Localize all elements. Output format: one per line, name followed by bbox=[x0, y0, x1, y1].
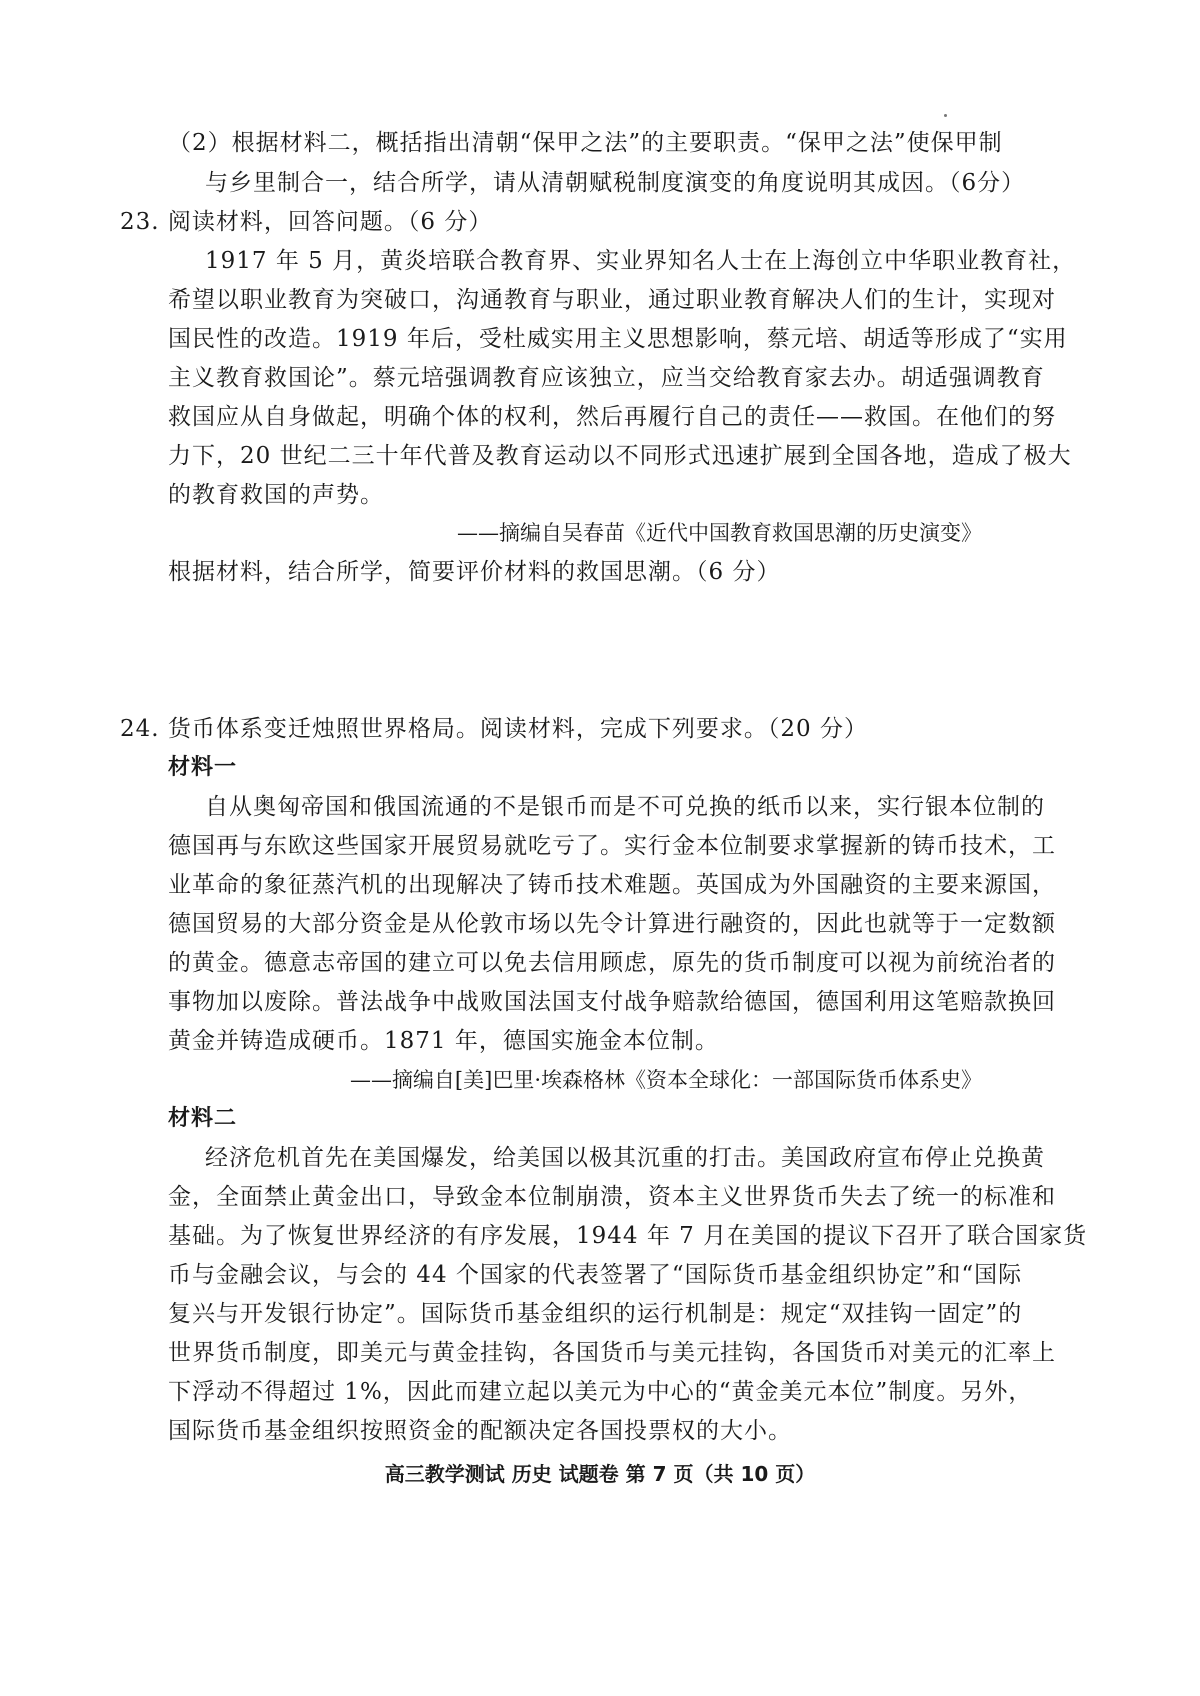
q24-material2-line: 下浮动不得超过 1%，因此而建立起以美元为中心的“黄金美元本位”制度。另外， bbox=[168, 1379, 1033, 1405]
q24-material2-line: 币与金融会议，与会的 44 个国家的代表签署了“国际货币基金组织协定”和“国际 bbox=[168, 1262, 1023, 1288]
q23-material-line: 主义教育救国论”。蔡元培强调教育应该独立，应当交给教育家去办。胡适强调教育 bbox=[168, 365, 1045, 391]
q22-part2-line2: 与乡里制合一，结合所学，请从清朝赋税制度演变的角度说明其成因。（6分） bbox=[205, 170, 1026, 196]
page-footer: 高三教学测试 历史 试题卷 第 7 页（共 10 页） bbox=[384, 1462, 816, 1486]
q24-material1-line: 业革命的象征蒸汽机的出现解决了铸币技术难题。英国成为外国融资的主要来源国， bbox=[168, 872, 1056, 898]
q23-material-line: 的教育救国的声势。 bbox=[168, 482, 384, 508]
q24-material1-line: 事物加以废除。普法战争中战败国法国支付战争赔款给德国，德国利用这笔赔款换回 bbox=[168, 989, 1056, 1015]
q23-title: 23. 阅读材料，回答问题。（6 分） bbox=[120, 209, 493, 235]
scan-speck bbox=[944, 114, 947, 117]
q24-material1-heading: 材料一 bbox=[168, 755, 238, 780]
q23-question: 根据材料，结合所学，简要评价材料的救国思潮。（6 分） bbox=[168, 559, 781, 585]
q24-material2-line: 复兴与开发银行协定”。国际货币基金组织的运行机制是：规定“双挂钩一固定”的 bbox=[168, 1301, 1023, 1327]
q23-material-line: 希望以职业教育为突破口，沟通教育与职业，通过职业教育解决人们的生计，实现对 bbox=[168, 287, 1056, 313]
q24-material1-line: 黄金并铸造成硬币。1871 年，德国实施金本位制。 bbox=[168, 1028, 719, 1054]
q23-material-line: 国民性的改造。1919 年后，受杜威实用主义思想影响，蔡元培、胡适等形成了“实用 bbox=[168, 326, 1068, 352]
q24-title: 24. 货币体系变迁烛照世界格局。阅读材料，完成下列要求。（20 分） bbox=[120, 716, 868, 742]
q24-material1-line: 的黄金。德意志帝国的建立可以免去信用顾虑，原先的货币制度可以视为前统治者的 bbox=[168, 950, 1056, 976]
q24-material2-line: 世界货币制度，即美元与黄金挂钩，各国货币与美元挂钩，各国货币对美元的汇率上 bbox=[168, 1340, 1056, 1366]
q23-material-line: 力下，20 世纪二三十年代普及教育运动以不同形式迅速扩展到全国各地，造成了极大 bbox=[168, 443, 1072, 469]
q24-material2-line: 经济危机首先在美国爆发，给美国以极其沉重的打击。美国政府宣布停止兑换黄 bbox=[205, 1145, 1045, 1171]
q24-material1-line: 德国贸易的大部分资金是从伦敦市场以先令计算进行融资的，因此也就等于一定数额 bbox=[168, 911, 1056, 937]
q23-material-line: 1917 年 5 月，黄炎培联合教育界、实业界知名人士在上海创立中华职业教育社， bbox=[205, 248, 1077, 274]
q23-source: ——摘编自吴春苗《近代中国教育救国思潮的历史演变》 bbox=[457, 521, 982, 545]
q24-material2-line: 金，全面禁止黄金出口，导致金本位制崩溃，资本主义世界货币失去了统一的标准和 bbox=[168, 1184, 1056, 1210]
q24-material2-heading: 材料二 bbox=[168, 1106, 238, 1131]
q24-material1-line: 自从奥匈帝国和俄国流通的不是银币而是不可兑换的纸币以来，实行银本位制的 bbox=[205, 794, 1045, 820]
q24-material2-line: 国际货币基金组织按照资金的配额决定各国投票权的大小。 bbox=[168, 1418, 792, 1444]
q24-material2-line: 基础。为了恢复世界经济的有序发展，1944 年 7 月在美国的提议下召开了联合国家货 bbox=[168, 1223, 1088, 1249]
q23-material-line: 救国应从自身做起，明确个体的权利，然后再履行自己的责任——救国。在他们的努 bbox=[168, 404, 1056, 430]
q22-part2-line1: （2）根据材料二，概括指出清朝“保甲之法”的主要职责。“保甲之法”使保甲制 bbox=[168, 130, 1003, 156]
q24-material1-line: 德国再与东欧这些国家开展贸易就吃亏了。实行金本位制要求掌握新的铸币技术，工 bbox=[168, 833, 1056, 859]
q24-material1-source: ——摘编自[美]巴里·埃森格林《资本全球化：一部国际货币体系史》 bbox=[349, 1068, 982, 1092]
